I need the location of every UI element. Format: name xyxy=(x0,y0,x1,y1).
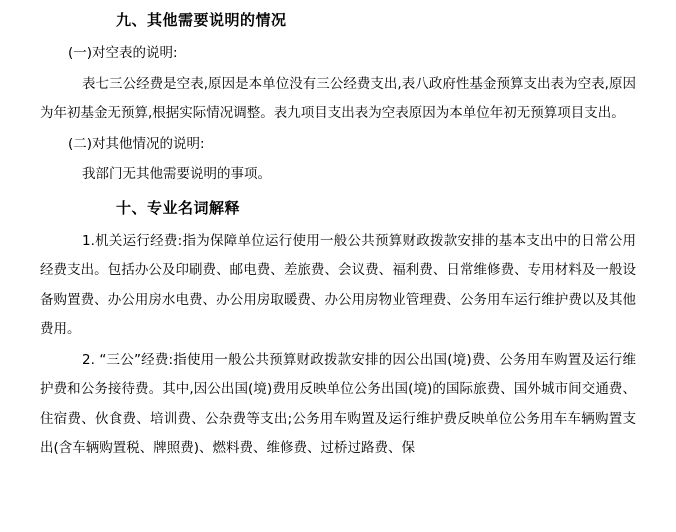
paragraph-qita-title: (二)对其他情况的说明: xyxy=(68,135,205,152)
section-ten xyxy=(40,194,636,464)
document-body xyxy=(40,6,636,464)
paragraph-term-sangong: 2. “三公”经费:指使用一般公共预算财政拨款安排的因公出国(境)费、公务用车购置及运行维护费和公务接待费。其中,因公出国(境)费用反映单位公务出国(境)的国际旅费、国外城市间交通费、住宿费、伙食费、培训费、公杂费等支出;公务用车购置及运行维护费反映单位公务用车车辆购置支出(含车辆购置税、牌照费)、燃料费、维修费、过桥过路费、保 xyxy=(40,351,636,456)
paragraph-term-jiguan-yunxing: 1.机关运行经费:指为保障单位运行使用一般公共预算财政拨款安排的基本支出中的日常公用经费支出。包括办公及印刷费、邮电费、差旅费、会议费、福利费、日常维修费、专用材料及一般设备购置费、办公用房水电费、办公用房取暖费、办公用房物业管理费、公务用车运行维护费以及其他费用。 xyxy=(40,232,636,337)
section-nine-heading: 九、其他需要说明的情况 xyxy=(116,11,287,29)
section-nine xyxy=(40,6,636,190)
paragraph-kongbiao-title: (一)对空表的说明: xyxy=(68,45,178,61)
paragraph-kongbiao-body: 表七三公经费是空表,原因是本单位没有三公经费支出,表八政府性基金预算支出表为空表,原因为年初基金无预算,根据实际情况调整。表九项目支出表为空表原因为本单位年初无预算项目支出。 xyxy=(40,75,636,121)
section-ten-heading: 十、专业名词解释 xyxy=(116,198,241,217)
paragraph-qita-body: 我部门无其他需要说明的事项。 xyxy=(82,166,271,182)
